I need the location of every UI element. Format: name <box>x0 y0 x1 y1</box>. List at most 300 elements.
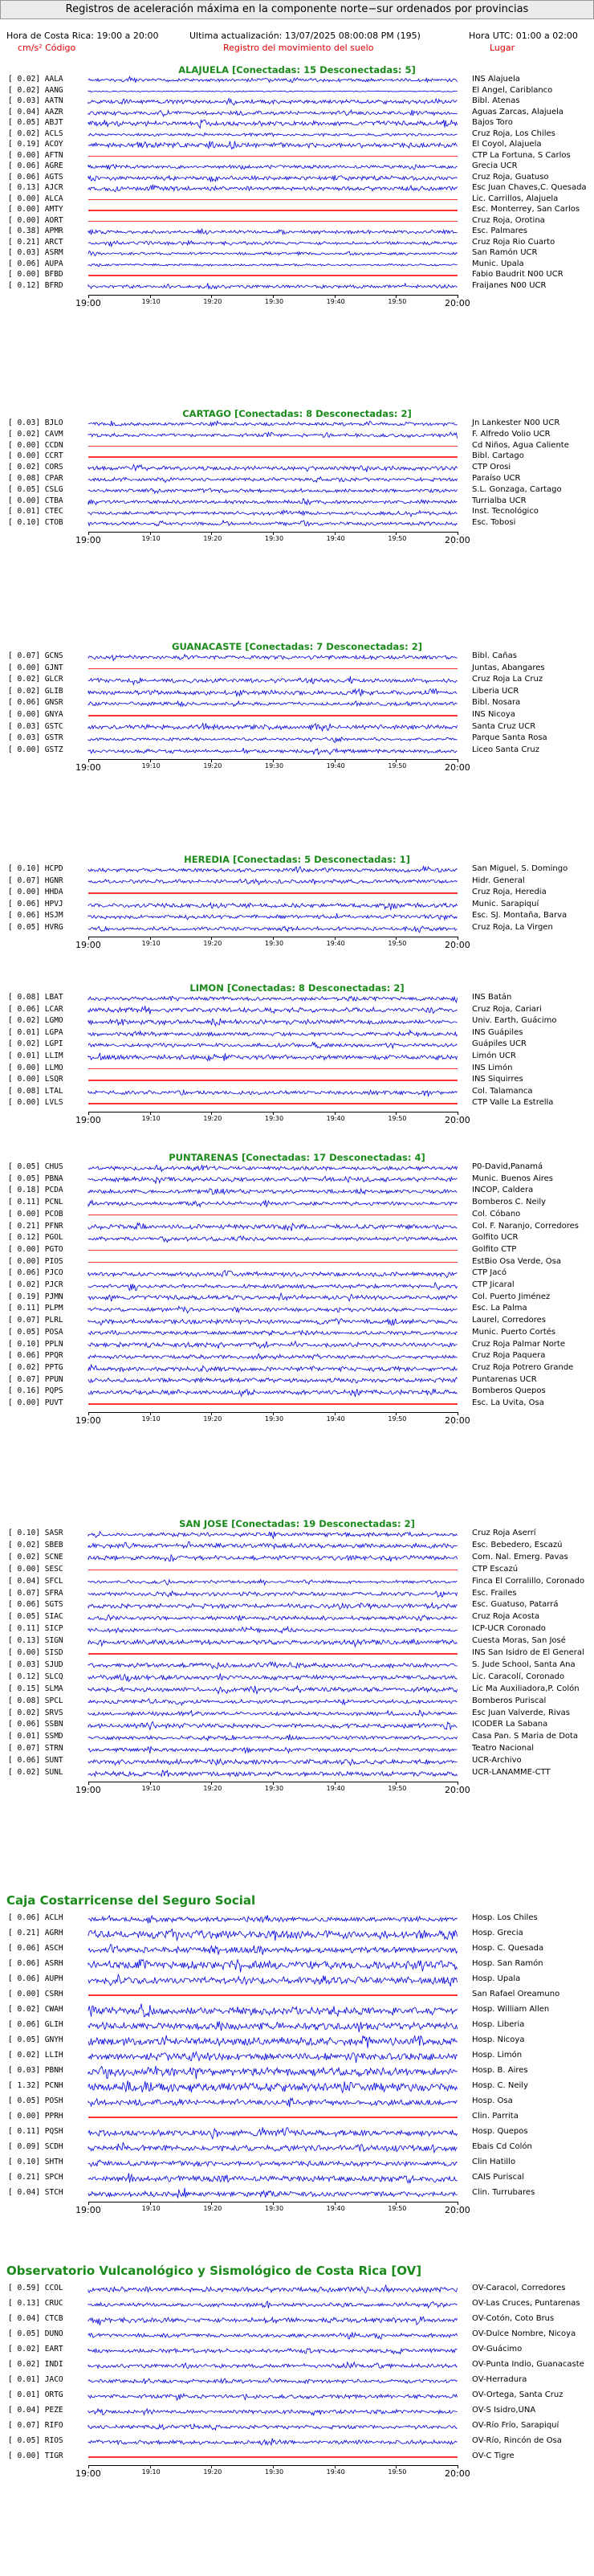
waveform-trace <box>88 993 458 1005</box>
waveform-trace <box>88 2034 458 2049</box>
station-place: Cruz Roja, Heredia <box>472 888 547 897</box>
waveform-path <box>88 2127 458 2138</box>
station-code: [ 0.03] ASRM <box>8 248 63 257</box>
waveform-trace <box>88 2358 458 2374</box>
waveform-path <box>88 1639 458 1647</box>
axis-tick-label: 19:10 <box>141 2205 161 2212</box>
station-code: [ 0.00] CCRT <box>8 451 63 461</box>
flatline-trace <box>88 1570 458 1571</box>
station-place: OV-Las Cruces, Puntarenas <box>472 2299 580 2308</box>
station-place: Esc. La Palma <box>472 1304 527 1313</box>
station-code: [ 0.03] SJUD <box>8 1659 63 1669</box>
station-place: Golfito CTP <box>472 1244 517 1254</box>
station-code: [ 0.01] LLIM <box>8 1051 63 1060</box>
waveform-trace <box>88 900 458 912</box>
station-place: INS Alajuela <box>472 75 520 84</box>
station-code: [ 0.07] PPUN <box>8 1374 63 1384</box>
waveform-path <box>88 1944 458 1954</box>
waveform-trace <box>88 1684 458 1696</box>
station-code: [ 0.06] GLIH <box>8 2020 63 2029</box>
station-code: [ 0.00] SESC <box>8 1564 63 1574</box>
station-code: [ 0.01] JACO <box>8 2375 63 2384</box>
station-place: Clin Hatillo <box>472 2158 516 2166</box>
waveform-path <box>88 1306 458 1312</box>
station-code: [ 0.03] GSTR <box>8 733 63 743</box>
station-code: [ 0.06] SSBN <box>8 1720 63 1729</box>
waveform-path <box>88 2160 458 2166</box>
station-place: Esc. Guatuso, Patarrá <box>472 1600 559 1610</box>
station-code: [ 0.10] CTOB <box>8 518 63 528</box>
waveform-trace <box>88 2080 458 2095</box>
axis-tick-label: 20:00 <box>445 2468 470 2479</box>
station-code: [ 1.32] PCNH <box>8 2081 63 2090</box>
axis-tick-label: 19:40 <box>326 2205 345 2212</box>
station-place: OV-Guácimo <box>472 2345 523 2354</box>
waveform-path <box>88 1721 458 1729</box>
station-code: [ 0.00] CCDN <box>8 440 63 450</box>
station-code: [ 0.06] AGRE <box>8 161 63 170</box>
axis-tick-label: 19:30 <box>265 535 284 543</box>
axis-tick-label: 19:00 <box>75 1415 101 1426</box>
waveform-path <box>88 866 458 872</box>
station-place: San Ramón UCR <box>472 248 538 257</box>
page-title: Registros de aceleración máxima en la componente norte−sur ordenados por provincias <box>0 0 594 19</box>
station-place: S.L. Gonzaga, Cartago <box>472 484 562 494</box>
waveform-path <box>88 1959 458 1972</box>
section-title-ccss: Caja Costarricense del Seguro Social <box>6 1893 256 1908</box>
waveform-trace <box>88 508 458 519</box>
waveform-path <box>88 1223 458 1231</box>
waveform-path <box>88 2021 458 2032</box>
waveform-trace <box>88 2328 458 2343</box>
waveform-path <box>88 1282 458 1290</box>
local-time-label: Hora de Costa Rica: 19:00 a 20:00 <box>6 31 159 41</box>
station-place: INS Nicoya <box>472 710 515 719</box>
station-code: [ 0.06] LCAR <box>8 1004 63 1014</box>
waveform-path <box>88 2438 458 2444</box>
waveform-path <box>88 465 458 472</box>
station-code: [ 0.06] ASRH <box>8 1959 63 1968</box>
axis-tick-label: 19:00 <box>75 2205 101 2215</box>
waveform-path <box>88 1662 458 1669</box>
waveform-path <box>88 432 458 439</box>
station-place: Hosp. Nicoya <box>472 2035 525 2044</box>
waveform-trace <box>88 733 458 745</box>
waveform-trace <box>88 1756 458 1768</box>
waveform-trace <box>88 1051 458 1063</box>
waveform-trace <box>88 2343 458 2358</box>
station-place: Col. F. Naranjo, Corredores <box>472 1221 579 1231</box>
station-code: [ 0.00] CTBA <box>8 496 63 505</box>
axis-tick-label: 19:20 <box>203 1785 222 1792</box>
station-place: OV-Punta Indio, Guanacaste <box>472 2360 584 2369</box>
flatline-trace <box>88 2456 458 2458</box>
waveform-trace <box>88 140 458 151</box>
station-code: [ 0.00] PCOB <box>8 1209 63 1219</box>
waveform-trace <box>88 2125 458 2141</box>
waveform-trace <box>88 1221 458 1233</box>
station-code: [ 0.11] PQSH <box>8 2127 63 2136</box>
station-code: [ 0.04] CTCB <box>8 2314 63 2323</box>
waveform-trace <box>88 1016 458 1028</box>
station-place: Esc. SJ. Montaña, Barva <box>472 911 568 921</box>
axis-tick-label: 19:00 <box>75 761 101 773</box>
station-code: [ 0.08] CPAR <box>8 474 63 483</box>
station-place: UCR-Archivo <box>472 1756 522 1766</box>
waveform-trace <box>88 1268 458 1280</box>
axis-tick-label: 19:10 <box>141 297 161 305</box>
station-place: OV-C Tigre <box>472 2451 515 2460</box>
section-title-puntarenas: PUNTARENAS [Conectadas: 17 Desconectadas: 4] <box>169 1152 425 1163</box>
axis-tick-label: 20:00 <box>445 297 470 308</box>
station-code: [ 0.02] SCNE <box>8 1552 63 1562</box>
station-code: [ 0.11] PLPM <box>8 1304 63 1313</box>
waveform-path <box>88 1389 458 1397</box>
waveform-path <box>88 1271 458 1278</box>
axis-tick-label: 19:30 <box>265 2205 284 2212</box>
waveform-path <box>88 1353 458 1359</box>
waveform-path <box>88 2423 458 2429</box>
station-code: [ 0.03] AATN <box>8 96 63 105</box>
station-code: [ 0.01] LGPA <box>8 1027 63 1037</box>
flatline-trace <box>88 892 458 894</box>
station-code: [ 0.05] DUNO <box>8 2329 63 2338</box>
waveform-path <box>88 1177 458 1184</box>
waveform-path <box>88 996 458 1002</box>
waveform-trace <box>88 1004 458 1016</box>
station-place: Munic. Sarapiquí <box>472 899 539 908</box>
station-code: [ 0.02] AALA <box>8 75 63 84</box>
station-code: [ 0.08] SPCL <box>8 1696 63 1705</box>
waveform-path <box>88 926 458 933</box>
waveform-path <box>88 165 458 169</box>
station-code: [ 0.16] PQPS <box>8 1386 63 1396</box>
waveform-trace <box>88 1304 458 1316</box>
axis-tick-label: 19:10 <box>141 761 161 770</box>
station-code: [ 0.10] PPLN <box>8 1339 63 1349</box>
waveform-path <box>88 2408 458 2415</box>
station-code: [ 0.08] LBAT <box>8 993 63 1002</box>
station-place: Liceo Santa Cruz <box>472 745 540 754</box>
waveform-trace <box>88 418 458 430</box>
station-code: [ 0.07] SFRA <box>8 1588 63 1598</box>
waveform-path <box>88 284 458 289</box>
station-code: [ 0.02] PJCR <box>8 1280 63 1289</box>
station-place: CTP Escazú <box>472 1564 519 1574</box>
station-code: [ 0.11] SICP <box>8 1624 63 1634</box>
place-label: Lugar <box>490 43 515 53</box>
station-place: Munic. Upala <box>472 259 524 268</box>
station-place: ICP-UCR Coronado <box>472 1624 546 1634</box>
waveform-path <box>88 1591 458 1597</box>
station-code: [ 0.02] AANG <box>8 85 63 95</box>
waveform-path <box>88 2362 458 2368</box>
axis-tick-label: 19:40 <box>326 940 345 947</box>
station-place: Cruz Roja La Cruz <box>472 675 543 684</box>
axis-tick-label: 19:10 <box>141 1415 161 1423</box>
waveform-trace <box>88 1927 458 1942</box>
station-place: Bomberos C. Neily <box>472 1198 547 1207</box>
section-title-alajuela: ALAJUELA [Conectadas: 15 Desconectadas: 5] <box>178 64 416 76</box>
waveform-path <box>88 1699 458 1705</box>
station-place: Hosp. Los Chiles <box>472 1913 538 1922</box>
station-code: [ 0.10] SASR <box>8 1529 63 1537</box>
axis-tick-label: 19:10 <box>141 535 161 543</box>
station-code: [ 0.07] PLRL <box>8 1316 63 1325</box>
waveform-path <box>88 676 458 684</box>
station-place: Cruz Roja Aserrí <box>472 1529 536 1537</box>
axis-tick-label: 19:00 <box>75 535 101 546</box>
axis-tick-label: 19:30 <box>265 761 284 770</box>
station-place: INS San Isidro de El General <box>472 1648 584 1657</box>
waveform-trace <box>88 1540 458 1552</box>
waveform-trace <box>88 1233 458 1245</box>
station-code: [ 0.06] HSJM <box>8 911 63 921</box>
station-place: Esc. Bebedero, Escazú <box>472 1540 563 1549</box>
station-place: Esc Juan Valverde, Rivas <box>472 1708 570 1717</box>
flatline-trace <box>88 715 458 716</box>
waveform-trace <box>88 108 458 119</box>
station-place: Cruz Roja, Guatuso <box>472 172 549 182</box>
station-place: Hosp. B. Aires <box>472 2066 528 2075</box>
station-place: INS Guápiles <box>472 1027 523 1037</box>
waveform-path <box>88 2035 458 2047</box>
station-place: Esc. Frailes <box>472 1588 517 1598</box>
station-code: [ 0.00] GSTZ <box>8 745 63 754</box>
waveform-path <box>88 498 458 504</box>
waveform-path <box>88 1200 458 1207</box>
waveform-path <box>88 477 458 483</box>
station-place: Parque Santa Rosa <box>472 733 547 743</box>
station-place: San Rafael Oreamuno <box>472 1990 560 1998</box>
station-place: Cruz Roja, La Virgen <box>472 923 553 932</box>
station-code: [ 0.21] AGRH <box>8 1929 63 1937</box>
station-code: [ 0.06] ACLH <box>8 1913 63 1922</box>
axis-tick-label: 19:30 <box>265 1415 284 1423</box>
waveform-path <box>88 748 458 754</box>
station-code: [ 0.06] SGTS <box>8 1600 63 1610</box>
section-title-limon: LIMON [Conectadas: 8 Desconectadas: 2] <box>189 982 405 994</box>
waveform-path <box>88 133 458 136</box>
waveform-trace <box>88 1588 458 1600</box>
station-code: [ 0.00] AFTN <box>8 150 63 160</box>
waveform-trace <box>88 2186 458 2202</box>
waveform-trace <box>88 911 458 923</box>
station-place: CTP Jacó <box>472 1268 507 1278</box>
station-code: [ 0.09] SCDH <box>8 2142 63 2151</box>
station-code: [ 0.00] HHDA <box>8 888 63 897</box>
waveform-trace <box>88 1327 458 1339</box>
waveform-path <box>88 1746 458 1753</box>
waveform-path <box>88 110 458 116</box>
station-place: Col. Talamanca <box>472 1086 533 1096</box>
waveform-path <box>88 1686 458 1694</box>
flatline-trace <box>88 275 458 276</box>
station-place: OV-Ortega, Santa Cruz <box>472 2390 563 2399</box>
station-code: [ 0.05] HVRG <box>8 923 63 932</box>
axis-tick-label: 19:40 <box>326 1415 345 1423</box>
section-title-heredia: HEREDIA [Conectadas: 5 Desconectadas: 1] <box>184 854 410 865</box>
station-place: Finca El Corralillo, Coronado <box>472 1576 585 1586</box>
waveform-path <box>88 1006 458 1014</box>
station-place: F. Alfredo Volio UCR <box>472 429 551 439</box>
waveform-trace <box>88 129 458 141</box>
station-code: [ 0.00] AORT <box>8 215 63 225</box>
station-place: Cruz Roja Acosta <box>472 1612 540 1622</box>
station-place: Turrialba UCR <box>472 496 527 505</box>
station-place: Hosp. Limón <box>472 2051 523 2060</box>
waveform-path <box>88 654 458 660</box>
waveform-path <box>88 1331 458 1336</box>
ground-motion-label: Registro del movimiento del suelo <box>223 43 374 53</box>
station-place: OV-Dulce Nombre, Nicoya <box>472 2329 576 2338</box>
waveform-path <box>88 737 458 743</box>
waveform-trace <box>88 876 458 888</box>
flatline-trace <box>88 1080 458 1081</box>
station-code: [ 0.02] SUNL <box>8 1768 63 1777</box>
flatline-trace <box>88 2117 458 2118</box>
last-update-label: Ultima actualización: 13/07/2025 08:00:08 PM (195) <box>189 31 421 41</box>
waveform-trace <box>88 463 458 474</box>
waveform-trace <box>88 864 458 876</box>
station-place: Hosp. Liberia <box>472 2020 525 2029</box>
station-code: [ 0.05] SIAC <box>8 1612 63 1622</box>
station-place: Hosp. Quepos <box>472 2127 528 2136</box>
waveform-trace <box>88 183 458 194</box>
flatline-trace <box>88 446 458 447</box>
waveform-trace <box>88 118 458 129</box>
station-place: CTP Valle La Estrella <box>472 1098 554 1108</box>
waveform-path <box>88 2066 458 2079</box>
axis-tick-label: 19:20 <box>203 2205 222 2212</box>
station-code: [ 0.07] GCNS <box>8 651 63 660</box>
axis-tick-label: 20:00 <box>445 761 470 773</box>
flatline-trace <box>88 1250 458 1251</box>
waveform-trace <box>88 2171 458 2186</box>
waveform-trace <box>88 1600 458 1612</box>
waveform-trace <box>88 2435 458 2450</box>
station-code: [ 0.21] SPCH <box>8 2173 63 2182</box>
axis-tick-label: 20:00 <box>445 940 470 950</box>
station-place: CTP La Fortuna, S Carlos <box>472 150 571 160</box>
waveform-path <box>88 510 458 516</box>
station-code: [ 0.04] AAZR <box>8 107 63 116</box>
station-code: [ 0.21] PFNR <box>8 1221 63 1231</box>
station-code: [ 0.02] PPTG <box>8 1362 63 1372</box>
waveform-path <box>88 1974 458 1986</box>
waveform-path <box>88 1189 458 1194</box>
station-place: INS Limón <box>472 1063 513 1072</box>
waveform-trace <box>88 2064 458 2080</box>
station-place: Col. Puerto Jiménez <box>472 1292 551 1301</box>
waveform-path <box>88 1580 458 1586</box>
station-code: [ 0.02] LGMO <box>8 1016 63 1026</box>
axis-tick-label: 19:40 <box>326 761 345 770</box>
axis-tick-label: 19:50 <box>388 1785 407 1792</box>
waveform-path <box>88 2300 458 2308</box>
waveform-trace <box>88 1174 458 1186</box>
station-code: [ 0.02] GLCR <box>8 675 63 684</box>
waveform-trace <box>88 651 458 663</box>
station-code: [ 0.03] PBNH <box>8 2066 63 2075</box>
station-code: [ 0.01] CTEC <box>8 507 63 516</box>
station-place: CTP Orosi <box>472 463 511 472</box>
axis-tick-label: 19:20 <box>203 940 222 947</box>
waveform-trace <box>88 687 458 699</box>
station-place: Munic. Puerto Cortés <box>472 1327 556 1337</box>
waveform-path <box>88 1555 458 1562</box>
waveform-trace <box>88 1576 458 1588</box>
station-code: [ 0.06] PPQR <box>8 1351 63 1361</box>
waveform-path <box>88 1365 458 1371</box>
station-code: [ 0.38] APMR <box>8 227 63 235</box>
waveform-path <box>88 2348 458 2354</box>
waveform-path <box>88 521 458 526</box>
waveform-path <box>88 2316 458 2325</box>
waveform-trace <box>88 1552 458 1564</box>
station-place: Bibl. Atenas <box>472 96 520 105</box>
waveform-path <box>88 120 458 128</box>
axis-tick-label: 19:00 <box>75 1115 101 1126</box>
station-code: [ 0.05] GNYH <box>8 2035 63 2044</box>
waveform-path <box>88 1019 458 1026</box>
station-code: [ 0.00] PPRH <box>8 2112 63 2121</box>
station-code: [ 0.12] BFRD <box>8 280 63 290</box>
station-code: [ 0.02] CORS <box>8 463 63 472</box>
station-place: Puntarenas UCR <box>472 1374 537 1384</box>
station-place: Univ. Earth, Guácimo <box>472 1016 557 1026</box>
axis-tick-label: 20:00 <box>445 535 470 546</box>
station-place: CTP Jicaral <box>472 1280 515 1289</box>
station-place: Cruz Roja Paquera <box>472 1351 546 1361</box>
waveform-path <box>88 688 458 696</box>
station-place: Golfito UCR <box>472 1233 519 1243</box>
station-place: Limón UCR <box>472 1051 516 1060</box>
waveform-trace <box>88 1292 458 1304</box>
flatline-trace <box>88 1262 458 1264</box>
station-place: Ebais Cd Colón <box>472 2142 532 2151</box>
station-code: [ 0.04] PEZE <box>8 2406 63 2415</box>
station-place: Lic Ma Auxiliadora,P. Colón <box>472 1684 580 1693</box>
station-code: [ 0.13] SIGN <box>8 1636 63 1646</box>
waveform-trace <box>88 173 458 184</box>
flatline-trace <box>88 1994 458 1996</box>
station-code: [ 0.04] STCH <box>8 2188 63 2197</box>
station-code: [ 0.00] GNYA <box>8 710 63 719</box>
waveform-path <box>88 2173 458 2183</box>
station-code: [ 0.06] AUPA <box>8 259 63 268</box>
waveform-trace <box>88 1028 458 1040</box>
station-place: Liberia UCR <box>472 686 519 696</box>
station-code: [ 0.00] AMTY <box>8 205 63 214</box>
waveform-trace <box>88 2313 458 2328</box>
station-code: [ 0.02] LLIH <box>8 2051 63 2060</box>
station-code: [ 0.02] INDI <box>8 2360 63 2369</box>
station-code: [ 0.02] GLIB <box>8 686 63 696</box>
station-code: [ 0.18] PCDA <box>8 1186 63 1195</box>
waveform-trace <box>88 474 458 485</box>
station-place: Grecia UCR <box>472 161 518 170</box>
axis-tick-label: 20:00 <box>445 1115 470 1126</box>
station-code: [ 0.05] ABJT <box>8 118 63 127</box>
station-code: [ 0.00] LLMO <box>8 1063 63 1072</box>
flatline-trace <box>88 1653 458 1655</box>
waveform-path <box>88 913 458 920</box>
flatline-trace <box>88 1215 458 1216</box>
station-code: [ 0.05] POSA <box>8 1327 63 1337</box>
axis-tick-label: 19:50 <box>388 761 407 770</box>
station-place: Jn Lankester N00 UCR <box>472 418 560 427</box>
